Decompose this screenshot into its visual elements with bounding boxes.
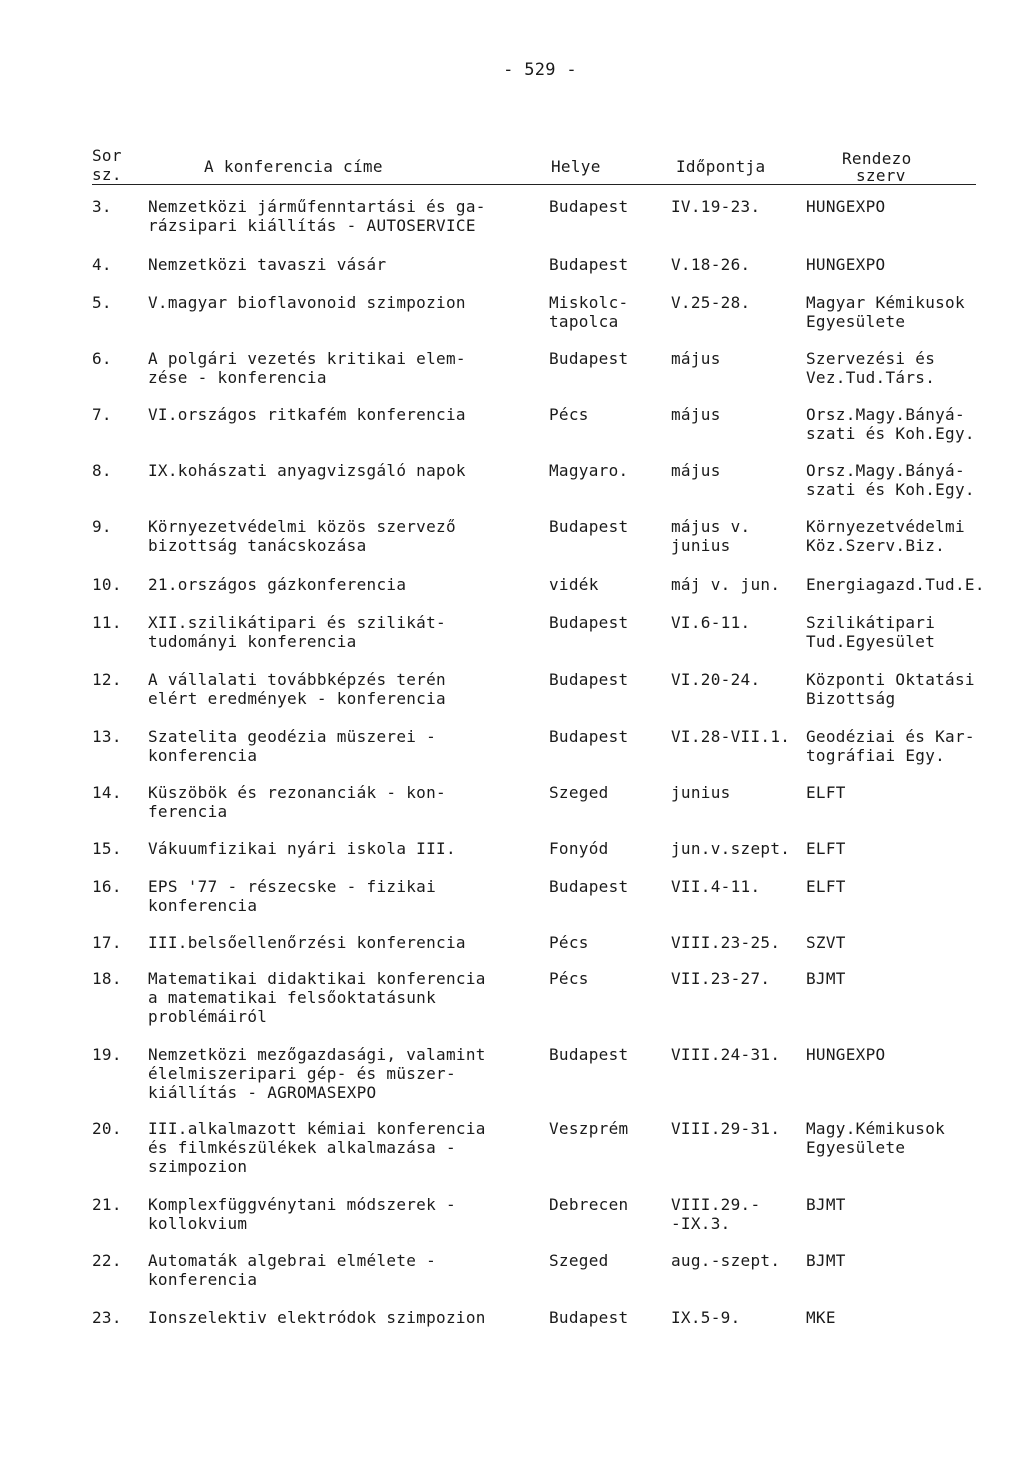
- row-title: VI.országos ritkafém konferencia: [148, 405, 466, 424]
- row-organizer: BJMT: [806, 1195, 846, 1214]
- row-title: Matematikai didaktikai konferencia a matematikai felsőoktatásunk problémáiról: [148, 969, 486, 1026]
- row-date: máj v. jun.: [671, 575, 781, 594]
- row-number: 23.: [92, 1308, 122, 1327]
- row-place: Pécs: [549, 969, 589, 988]
- row-organizer: HUNGEXPO: [806, 197, 886, 216]
- row-number: 12.: [92, 670, 122, 689]
- row-number: 3.: [92, 197, 112, 216]
- row-title: V.magyar bioflavonoid szimpozion: [148, 293, 466, 312]
- row-place: Budapest: [549, 670, 629, 689]
- row-number: 10.: [92, 575, 122, 594]
- row-place: Budapest: [549, 613, 629, 632]
- row-organizer: Központi Oktatási Bizottság: [806, 670, 975, 708]
- row-title: IX.kohászati anyagvizsgáló napok: [148, 461, 466, 480]
- row-number: 19.: [92, 1045, 122, 1064]
- header-org-line2: szerv: [856, 166, 906, 185]
- header-org-line1: Rendezo: [842, 149, 912, 168]
- row-title: Vákuumfizikai nyári iskola III.: [148, 839, 456, 858]
- row-number: 20.: [92, 1119, 122, 1138]
- row-title: III.alkalmazott kémiai konferencia és filmkészülékek alkalmazása - szimpozion: [148, 1119, 486, 1176]
- row-place: Veszprém: [549, 1119, 629, 1138]
- row-place: Budapest: [549, 1045, 629, 1064]
- row-date: aug.-szept.: [671, 1251, 781, 1270]
- row-number: 5.: [92, 293, 112, 312]
- row-place: Miskolc- tapolca: [549, 293, 629, 331]
- row-date: május: [671, 349, 721, 368]
- row-number: 9.: [92, 517, 112, 536]
- row-date: IV.19-23.: [671, 197, 761, 216]
- row-organizer: Magy.Kémikusok Egyesülete: [806, 1119, 946, 1157]
- row-place: Budapest: [549, 517, 629, 536]
- row-number: 16.: [92, 877, 122, 896]
- row-number: 13.: [92, 727, 122, 746]
- header-title: A konferencia címe: [204, 157, 383, 176]
- row-organizer: Energiagazd.Tud.E.: [806, 575, 985, 594]
- row-place: Budapest: [549, 877, 629, 896]
- row-organizer: Szilikátipari Tud.Egyesület: [806, 613, 936, 651]
- row-title: Szatelita geodézia müszerei - konferencia: [148, 727, 437, 765]
- row-number: 4.: [92, 255, 112, 274]
- row-date: május: [671, 461, 721, 480]
- row-number: 6.: [92, 349, 112, 368]
- row-date: május: [671, 405, 721, 424]
- row-title: Ionszelektiv elektródok szimpozion: [148, 1308, 486, 1327]
- row-number: 15.: [92, 839, 122, 858]
- row-date: IX.5-9.: [671, 1308, 741, 1327]
- row-date: VIII.29.- -IX.3.: [671, 1195, 761, 1233]
- row-title: Komplexfüggvénytani módszerek - kollokvium: [148, 1195, 456, 1233]
- row-place: Budapest: [549, 197, 629, 216]
- row-place: Debrecen: [549, 1195, 629, 1214]
- row-date: VII.4-11.: [671, 877, 761, 896]
- row-place: Budapest: [549, 1308, 629, 1327]
- row-place: Budapest: [549, 727, 629, 746]
- row-date: jun.v.szept.: [671, 839, 791, 858]
- row-title: Környezetvédelmi közös szervező bizottság tanácskozása: [148, 517, 456, 555]
- row-place: Budapest: [549, 349, 629, 368]
- row-title: 21.országos gázkonferencia: [148, 575, 407, 594]
- row-place: Pécs: [549, 405, 589, 424]
- row-organizer: Környezetvédelmi Köz.Szerv.Biz.: [806, 517, 965, 555]
- row-title: Nemzetközi mezőgazdasági, valamint élelmiszeripari gép- és müszer- kiállítás - AGROMASEXPO: [148, 1045, 486, 1102]
- row-date: VI.28-VII.1.: [671, 727, 791, 746]
- row-date: VIII.29-31.: [671, 1119, 781, 1138]
- row-organizer: Orsz.Magy.Bányá- szati és Koh.Egy.: [806, 461, 975, 499]
- row-organizer: Szervezési és Vez.Tud.Társ.: [806, 349, 936, 387]
- row-date: VII.23-27.: [671, 969, 771, 988]
- row-organizer: BJMT: [806, 969, 846, 988]
- header-place: Helye: [551, 157, 601, 176]
- row-date: junius: [671, 783, 731, 802]
- row-organizer: SZVT: [806, 933, 846, 952]
- row-date: V.25-28.: [671, 293, 751, 312]
- row-organizer: Magyar Kémikusok Egyesülete: [806, 293, 965, 331]
- row-place: Szeged: [549, 783, 609, 802]
- row-organizer: Geodéziai és Kar- tográfiai Egy.: [806, 727, 975, 765]
- header-no-line2: sz.: [92, 165, 122, 184]
- row-date: VI.20-24.: [671, 670, 761, 689]
- row-date: V.18-26.: [671, 255, 751, 274]
- row-title: XII.szilikátipari és szilikát- tudományi konferencia: [148, 613, 446, 651]
- row-title: A vállalati továbbképzés terén elért eredmények - konferencia: [148, 670, 446, 708]
- row-place: Fonyód: [549, 839, 609, 858]
- row-organizer: HUNGEXPO: [806, 1045, 886, 1064]
- row-place: vidék: [549, 575, 599, 594]
- row-organizer: BJMT: [806, 1251, 846, 1270]
- row-date: VIII.24-31.: [671, 1045, 781, 1064]
- row-date: VIII.23-25.: [671, 933, 781, 952]
- row-title: EPS '77 - részecske - fizikai konferencia: [148, 877, 437, 915]
- page-number: - 529 -: [503, 60, 577, 80]
- row-place: Pécs: [549, 933, 589, 952]
- row-title: Nemzetközi járműfenntartási és ga- rázsipari kiállítás - AUTOSERVICE: [148, 197, 486, 235]
- row-place: Budapest: [549, 255, 629, 274]
- header-divider: [92, 184, 976, 185]
- row-organizer: ELFT: [806, 783, 846, 802]
- row-date: május v. junius: [671, 517, 751, 555]
- row-number: 11.: [92, 613, 122, 632]
- row-organizer: MKE: [806, 1308, 836, 1327]
- row-number: 14.: [92, 783, 122, 802]
- row-number: 17.: [92, 933, 122, 952]
- row-number: 22.: [92, 1251, 122, 1270]
- row-organizer: Orsz.Magy.Bányá- szati és Koh.Egy.: [806, 405, 975, 443]
- row-number: 8.: [92, 461, 112, 480]
- row-number: 18.: [92, 969, 122, 988]
- row-title: Automaták algebrai elmélete - konferencia: [148, 1251, 437, 1289]
- row-organizer: HUNGEXPO: [806, 255, 886, 274]
- row-organizer: ELFT: [806, 877, 846, 896]
- row-number: 7.: [92, 405, 112, 424]
- row-organizer: ELFT: [806, 839, 846, 858]
- row-place: Magyaro.: [549, 461, 629, 480]
- header-date: Időpontja: [676, 157, 766, 176]
- row-title: Nemzetközi tavaszi vásár: [148, 255, 387, 274]
- row-title: III.belsőellenőrzési konferencia: [148, 933, 466, 952]
- row-place: Szeged: [549, 1251, 609, 1270]
- header-no-line1: Sor: [92, 146, 122, 165]
- row-number: 21.: [92, 1195, 122, 1214]
- row-title: Küszöbök és rezonanciák - kon- ferencia: [148, 783, 446, 821]
- row-date: VI.6-11.: [671, 613, 751, 632]
- row-title: A polgári vezetés kritikai elem- zése - konferencia: [148, 349, 466, 387]
